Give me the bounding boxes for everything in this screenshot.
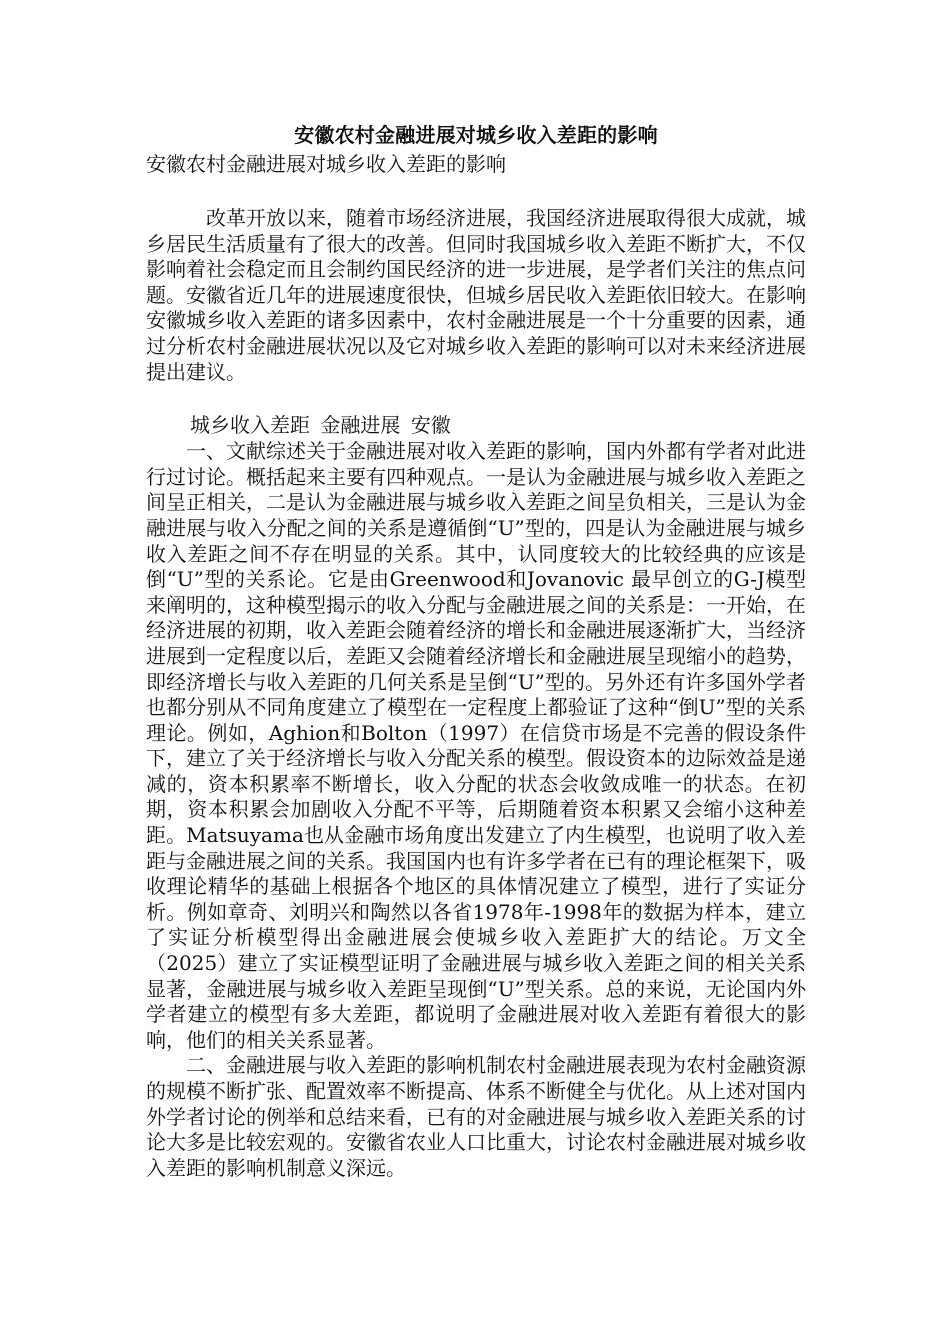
document-subtitle: 安徽农村金融进展对城乡收入差距的影响 — [146, 152, 506, 176]
document-body — [146, 120, 806, 1181]
body-paragraph-mechanism: 二、金融进展与收入差距的影响机制农村金融进展表现为农村金融资源的规模不断扩张、配置效率不断提高、体系不断健全与优化。从上述对国内外学者讨论的例举和总结来看，已有的对金融进展与城乡收入差距关系的讨论大多是比较宏观的。安徽省农业人口比重大，讨论农村金融进展对城乡收入差距的影响机制意义深远。 — [146, 1053, 806, 1180]
keywords-line: 城乡收入差距 金融进展 安徽 — [190, 413, 451, 438]
document-title: 安徽农村金融进展对城乡收入差距的影响 — [294, 123, 658, 147]
body-paragraph-literature-review: 一、文献综述关于金融进展对收入差距的影响，国内外都有学者对此进行过讨论。概括起来主要有四种观点。一是认为金融进展与城乡收入差距之间呈正相关，二是认为金融进展与城乡收入差距之间呈负相关，三是认为金融进展与收入分配之间的关系是遵循倒“U”型的，四是认为金融进展与城乡收入差距之间不存在明显的关系。其中，认同度较大的比较经典的应该是倒“U”型的关系论。它是由Greenwood和Jovanovic 最早创立的G-J模型来阐明的，这种模型揭示的收入分配与金融进展之间的关系是：一开始，在经济进展的初期，收入差距会随着经济的增长和金融进展逐渐扩大，当经济进展到一定程度以后，差距又会随着经济增长和金融进展呈现缩小的趋势，即经济增长与收入差距的几何关系是呈倒“U”型的。另外还有许多国外学者也都分别从不同角度建立了模型在一定程度上都验证了这种“倒U”型的关系理论。例如，Aghion和Bolton（1997）在信贷市场是不完善的假设条件下，建立了关于经济增长与收入分配关系的模型。假设资本的边际效益是递减的，资本积累率不断增长，收入分配的状态会收敛成唯一的状态。在初期，资本积累会加剧收入分配不平等，后期随着资本积累又会缩小这种差距。Matsuyama也从金融市场角度出发建立了内生模型，也说明了收入差距与金融进展之间的关系。我国国内也有许多学者在已有的理论框架下，吸收理论精华的基础上根据各个地区的具体情况建立了模型，进行了实证分析。例如章奇、刘明兴和陶然以各省1978年-1998年的数据为样本，建立了实证分析模型得出金融进展会使城乡收入差距扩大的结论。万文全（2025）建立了实证模型证明了金融进展与城乡收入差距之间的相关关系显著，金融进展与城乡收入差距呈现倒“U”型关系。总的来说，无论国内外学者建立的模型有多大差距，都说明了金融进展对收入差距有着很大的影响，他们的相关关系显著。 — [146, 439, 806, 1052]
abstract-paragraph: 改革开放以来，随着市场经济进展，我国经济进展取得很大成就，城乡居民生活质量有了很大的改善。但同时我国城乡收入差距不断扩大，不仅影响着社会稳定而且会制约国民经济的进一步进展，是学者们关注的焦点问题。安徽省近几年的进展速度很快，但城乡居民收入差距依旧较大。在影响安徽城乡收入差距的诸多因素中，农村金融进展是一个十分重要的因素，通过分析农村金融进展状况以及它对城乡收入差距的影响可以对未来经济进展提出建议。 — [146, 206, 806, 384]
